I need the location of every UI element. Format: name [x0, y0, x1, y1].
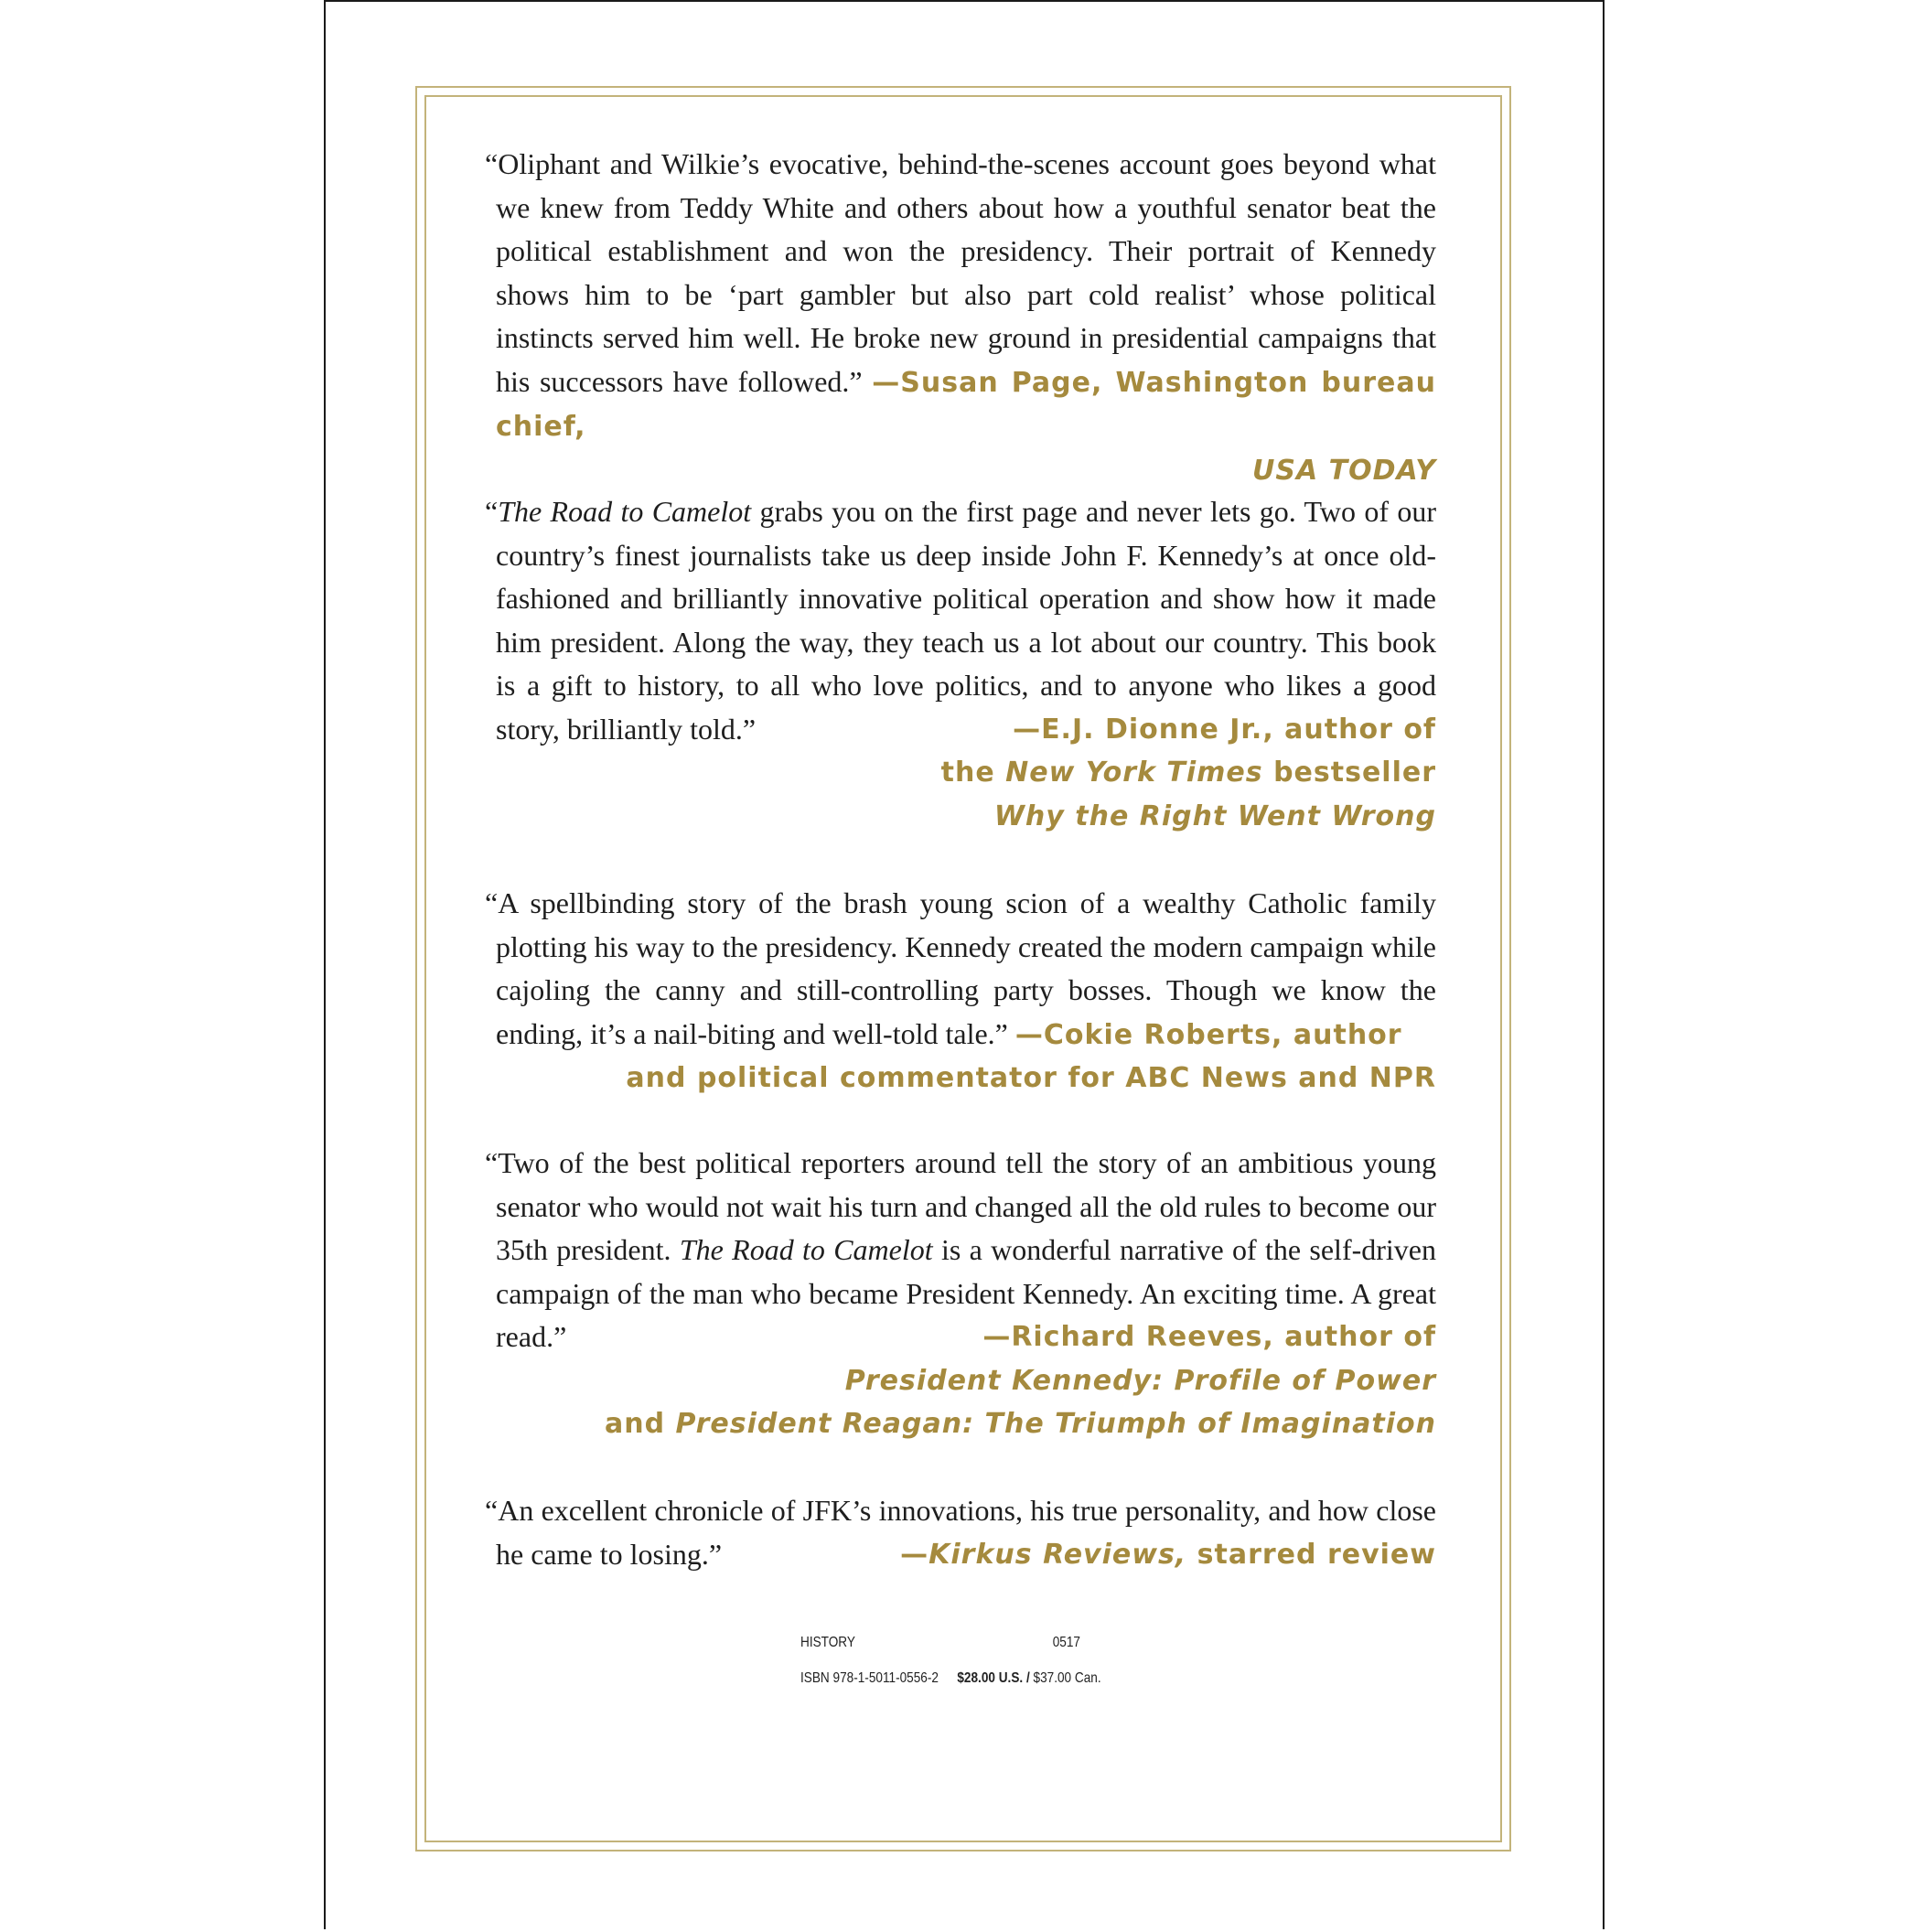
- blurb-kirkus: [485, 1489, 1436, 1576]
- price-can: $37.00 Can.: [1029, 1670, 1101, 1686]
- footer-category-row: [800, 1634, 1080, 1652]
- blurb-quote: [485, 882, 1436, 1057]
- attribution-word: starred review: [1186, 1538, 1436, 1571]
- publication-name: New York Times: [1005, 757, 1263, 789]
- blurb-attribution: —Susan Page, Washington bureau chief,: [496, 366, 1436, 443]
- quote-open-mark: “: [485, 495, 499, 528]
- blurb-richard-reeves: [485, 1142, 1436, 1446]
- blurb-attribution: [485, 1315, 1436, 1446]
- publication-name: USA TODAY: [1252, 454, 1436, 487]
- book-title: Why the Right Went Wrong: [993, 800, 1436, 832]
- attribution-line-2: and political commentator for ABC News and NPR: [626, 1062, 1436, 1094]
- blurb-ej-dionne: [485, 490, 1436, 838]
- quote-text: “Oliphant and Wilkie’s evocative, behind-the-scenes account goes beyond what we knew from Teddy White and others about how a youthful senator beat the political establishment and won the presidency. Their portrait of Kennedy shows him to be ‘part gambler but also part cold realist’ whose political instincts served him well. He broke new ground in presidential campaigns that his successors have followed.”: [485, 147, 1436, 398]
- quote-text: grabs you on the first page and never lets go. Two of our country’s finest journalists take us deep inside John F. Kennedy’s at once old-fashioned and brilliantly innovative political operation and show how it made him president. Along the way, they teach us a lot about our country. This book is a gift to history, to all who love politics, and to anyone who likes a good story, brilliantly told.”: [496, 495, 1437, 746]
- blurb-attribution: —Cokie Roberts, author: [1014, 1018, 1402, 1051]
- attribution-word: bestseller: [1273, 757, 1436, 789]
- blurb-quote: [485, 143, 1436, 449]
- book-title: The Road to Camelot: [498, 495, 752, 528]
- quote-text: “A spellbinding story of the brash young scion of a wealthy Catholic family plotting his way to the presidency. Kennedy created the modern campaign while cajoling the canny and still-controlling party bosses. Though we know the ending, it’s a nail-biting and well-told tale.”: [485, 886, 1436, 1050]
- blurb-attribution-line: [485, 1057, 1436, 1100]
- book-footer: [800, 1634, 1101, 1687]
- book-title-2: President Reagan: The Triumph of Imagination: [675, 1408, 1436, 1440]
- attribution-line-2: [485, 751, 1436, 795]
- category-label: HISTORY: [800, 1635, 855, 1650]
- blurb-cokie-roberts: [485, 882, 1436, 1100]
- attribution-author: —Richard Reeves, author of: [982, 1321, 1436, 1353]
- publication-name: Kirkus Reviews,: [928, 1538, 1187, 1571]
- attribution-word: the: [940, 757, 995, 789]
- attribution-word: and: [604, 1408, 666, 1440]
- price: [957, 1670, 1100, 1687]
- book-title: The Road to Camelot: [679, 1233, 933, 1266]
- blurb-attribution-line: [485, 449, 1436, 493]
- attribution-dash: —: [900, 1538, 929, 1571]
- book-title: President Kennedy: Profile of Power: [844, 1364, 1436, 1397]
- attribution-author: —E.J. Dionne Jr., author of: [1013, 713, 1436, 746]
- quote-text: “An excellent chronicle of JFK’s innovations, his true personality, and how close he came to losing.”: [485, 1494, 1436, 1571]
- blurb-susan-page: [485, 143, 1436, 492]
- category-code: 0517: [1052, 1635, 1080, 1650]
- price-us: $28.00 U.S. /: [957, 1670, 1030, 1686]
- footer-isbn-row: [800, 1670, 1101, 1687]
- attribution-line-3: [485, 1402, 1436, 1446]
- quote-text: “Two of the best political reporters around tell the story of an ambitious young senator who would not wait his turn and changed all the old rules to become our 35th president.: [485, 1146, 1436, 1266]
- isbn-number: ISBN 978-1-5011-0556-2: [800, 1670, 939, 1686]
- quote-text-2: is a wonderful narrative of the self-driven campaign of the man who became President Kennedy. An exciting time. A great read.”: [496, 1233, 1437, 1353]
